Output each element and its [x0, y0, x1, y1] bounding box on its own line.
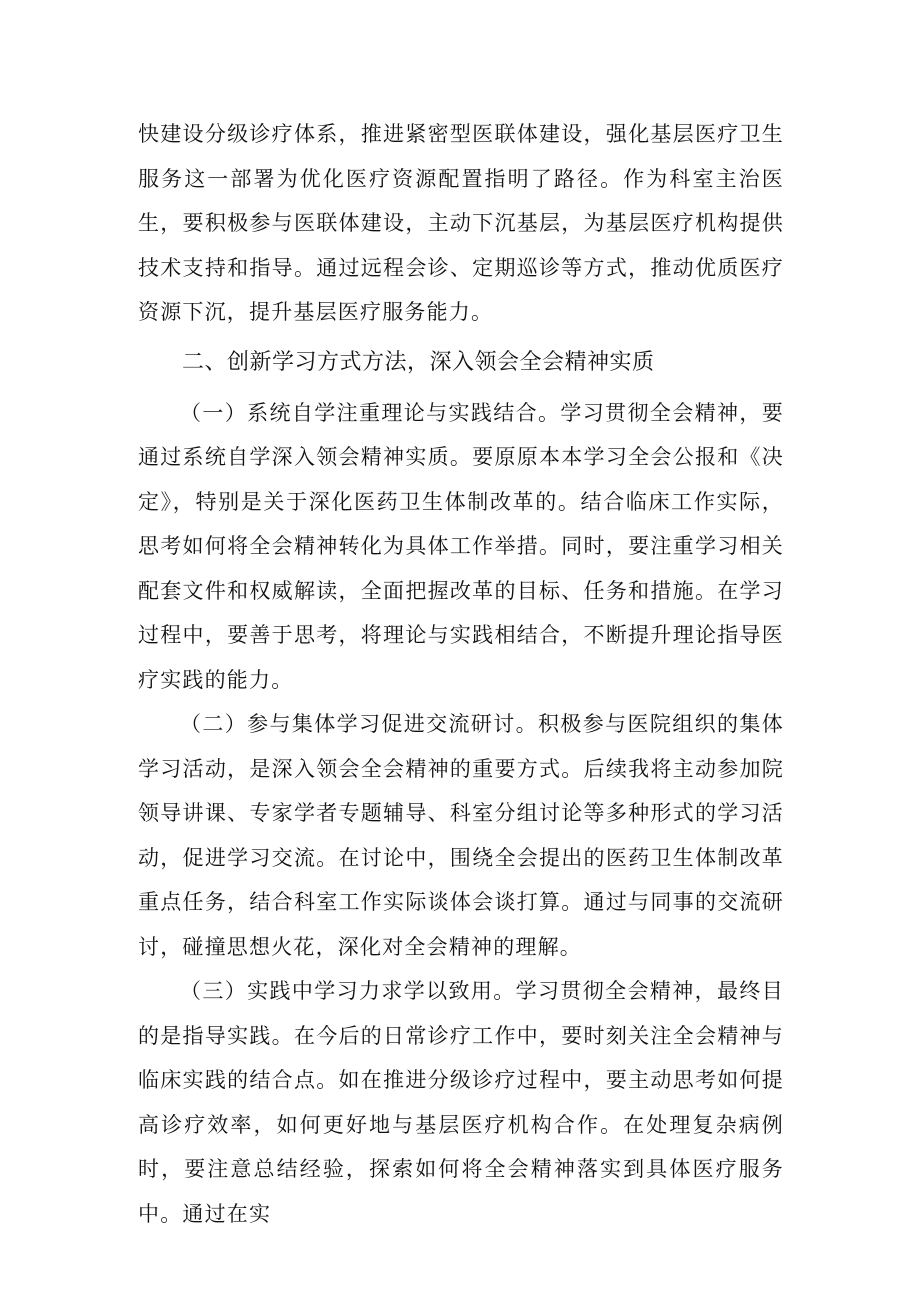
- paragraph-self-study: （一）系统自学注重理论与实践结合。学习贯彻全会精神，要通过系统自学深入领会精神实质。要原原本本学习全会公报和《决定》，特别是关于深化医药卫生体制改革的。结合临床工作实际，思考如何将全会精神转化为具体工作举措。同时，要注重学习相关配套文件和权威解读，全面把握改革的目标、任务和措施。在学习过程中，要善于思考，将理论与实践相结合，不断提升理论指导医疗实践的能力。: [138, 400, 784, 692]
- paragraph-practice-study: （三）实践中学习力求学以致用。学习贯彻全会精神，最终目的是指导实践。在今后的日常诊疗工作中，要时刻关注全会精神与临床实践的结合点。如在推进分级诊疗过程中，要主动思考如何提高诊疗效率，如何更好地与基层医疗机构合作。在处理复杂病例时，要注意总结经验，探索如何将全会精神落实到具体医疗服务中。通过在实: [138, 979, 784, 1226]
- continuation-paragraph: 快建设分级诊疗体系，推进紧密型医联体建设，强化基层医疗卫生服务这一部署为优化医疗资源配置指明了路径。作为科室主治医生，要积极参与医联体建设，主动下沉基层，为基层医疗机构提供技术支持和指导。通过远程会诊、定期巡诊等方式，推动优质医疗资源下沉，提升基层医疗服务能力。: [138, 122, 784, 324]
- paragraph-group-study: （二）参与集体学习促进交流研讨。积极参与医院组织的集体学习活动，是深入领会全会精神的重要方式。后续我将主动参加院领导讲课、专家学者专题辅导、科室分组讨论等多种形式的学习活动，促进学习交流。在讨论中，围绕全会提出的医药卫生体制改革重点任务，结合科室工作实际谈体会谈打算。通过与同事的交流研讨，碰撞思想火花，深化对全会精神的理解。: [138, 712, 784, 959]
- section-heading: 二、创新学习方式方法，深入领会全会精神实质: [182, 349, 655, 375]
